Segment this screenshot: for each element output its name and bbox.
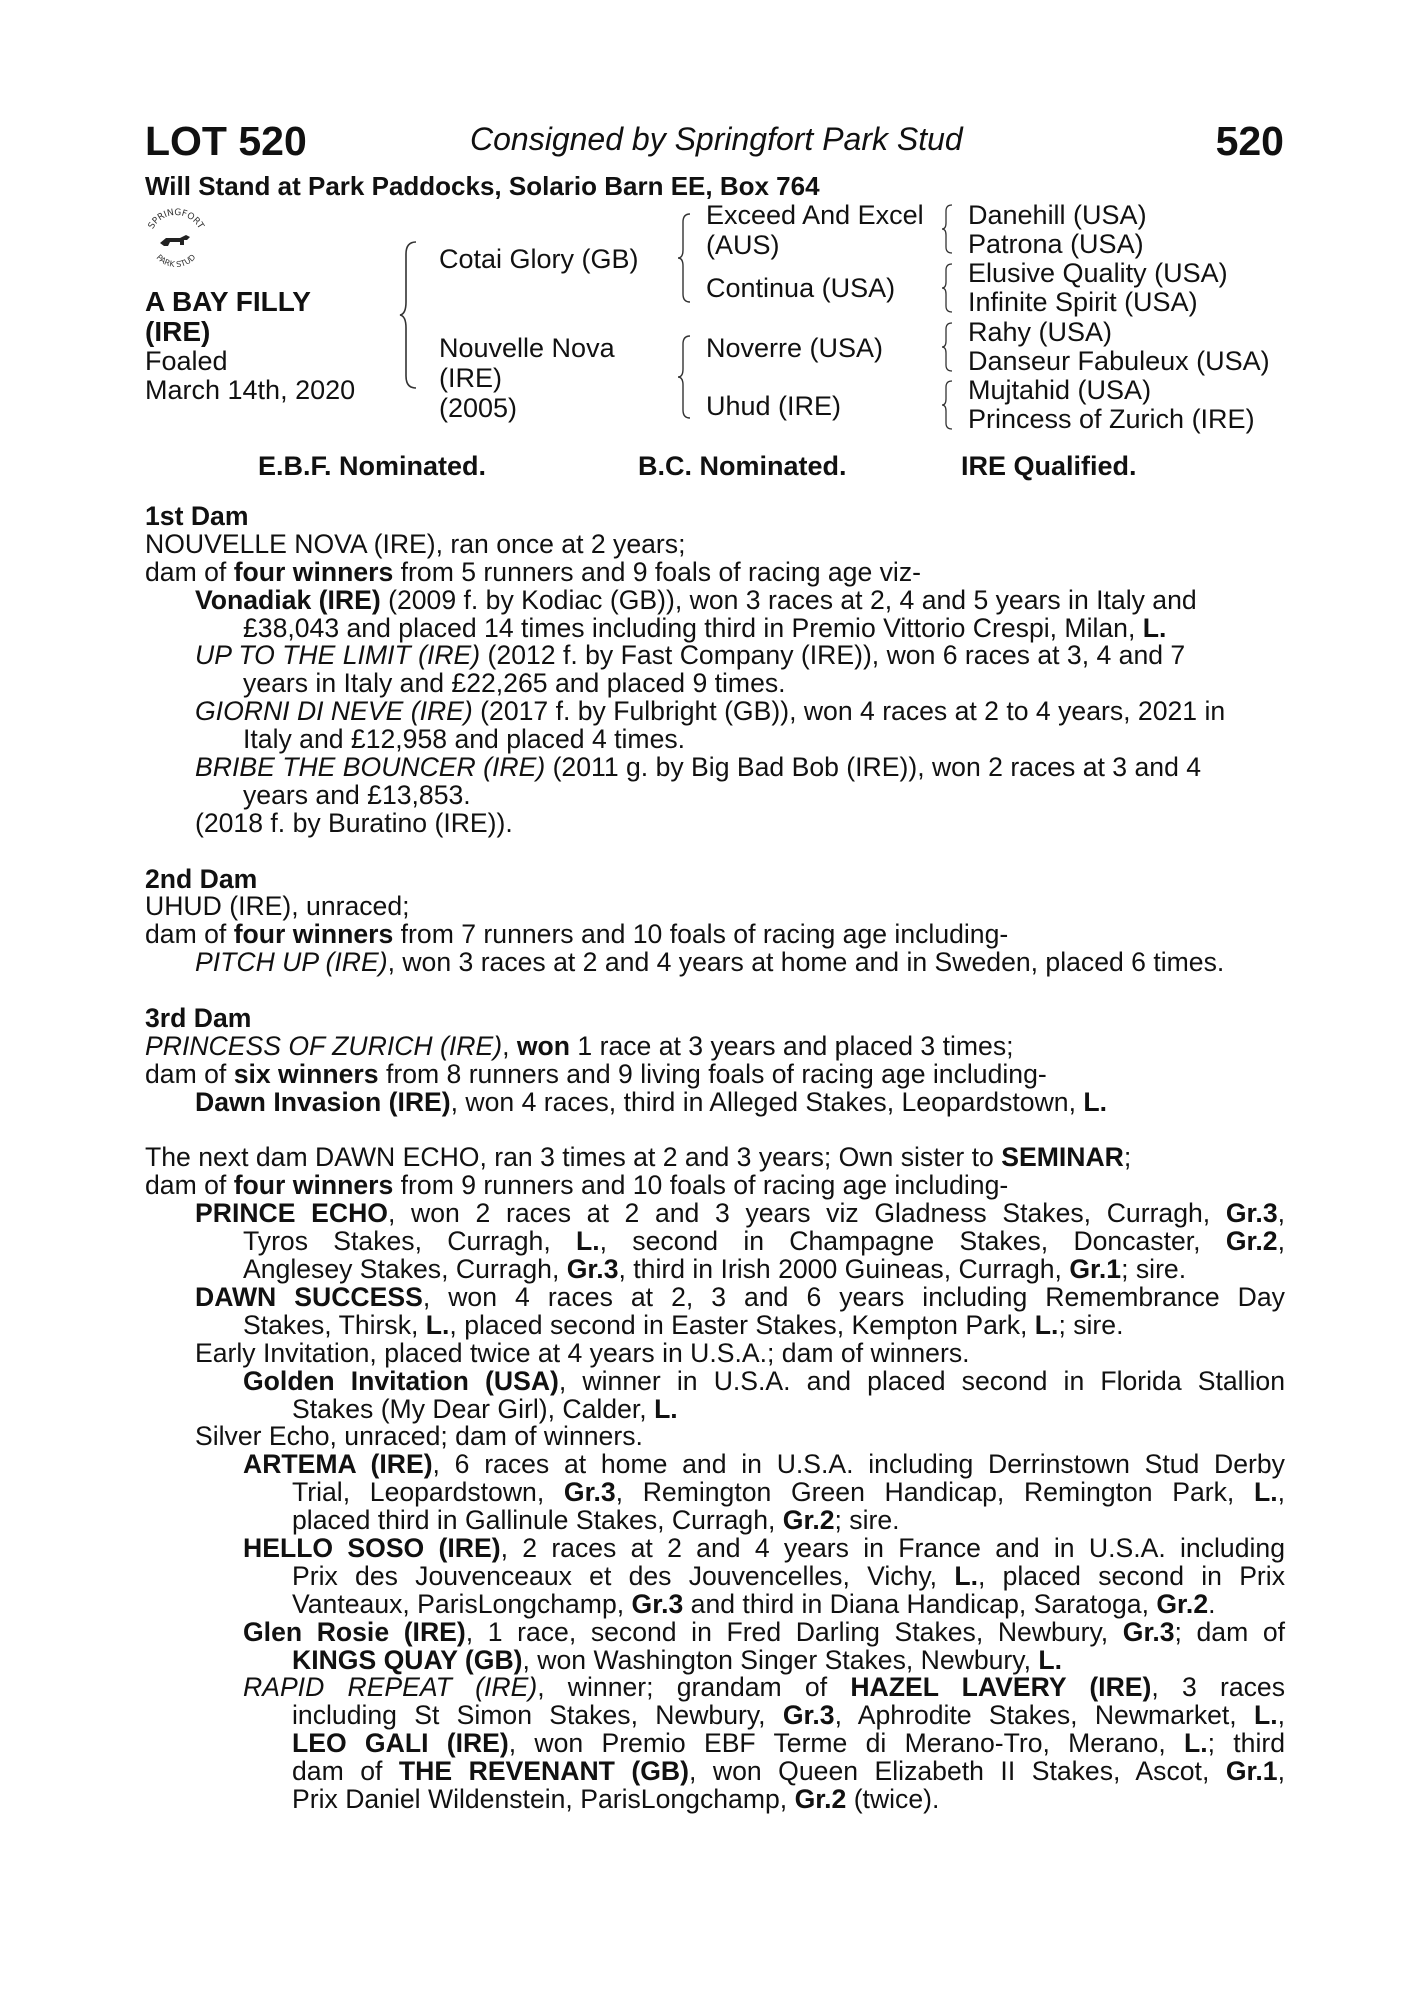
progeny-entry-cont: Vanteaux, ParisLongchamp, Gr.3 and third in Diana Handicap, Saratoga, Gr.2. xyxy=(292,1588,1216,1619)
pedigree-dam-sire: Noverre (USA) xyxy=(706,333,884,363)
progeny-entry-cont: LEO GALI (IRE), won Premio EBF Terme di Merano-Tro, Merano, L.; third xyxy=(292,1728,1286,1759)
lot-number: 520 xyxy=(1215,118,1284,164)
progeny-entry-cont: Stakes, Thirsk, L., placed second in Easter Stakes, Kempton Park, L.; sire. xyxy=(243,1309,1124,1340)
consignor: Consigned by Springfort Park Stud xyxy=(470,121,963,157)
progeny-entry-cont: Prix des Jouvenceaux et des Jouvencelles, Vichy, L., placed second in Prix xyxy=(292,1560,1285,1591)
progeny-entry-cont: Stakes (My Dear Girl), Calder, L. xyxy=(292,1393,678,1424)
pedigree-brace-icon xyxy=(676,212,692,304)
dam2-heading: 2nd Dam xyxy=(145,863,258,894)
consignor-logo-icon xyxy=(140,205,212,277)
foaled-label: Foaled xyxy=(145,346,228,376)
progeny-entry: Glen Rosie (IRE), 1 race, second in Fred Darling Stakes, Newbury, Gr.3; dam of xyxy=(243,1616,1285,1647)
progeny-entry: Silver Echo, unraced; dam of winners. xyxy=(195,1421,643,1452)
pedigree-sss: Danehill (USA) xyxy=(968,200,1147,230)
pedigree-dam: Nouvelle Nova (IRE) (2005) xyxy=(439,333,615,423)
foaled-block xyxy=(145,347,385,405)
dam1-produce-summary: dam of four winners from 5 runners and 9 foals of racing age viz- xyxy=(145,556,921,587)
progeny-entry-cont: years in Italy and £22,265 and placed 9 times. xyxy=(243,668,786,699)
progeny-entry-cont: Trial, Leopardstown, Gr.3, Remington Green Handicap, Remington Park, L., xyxy=(292,1477,1286,1508)
progeny-entry: PRINCE ECHO, won 2 races at 2 and 3 years viz Gladness Stakes, Curragh, Gr.3, xyxy=(195,1198,1285,1229)
progeny-entry: Golden Invitation (USA), winner in U.S.A. and placed second in Florida Stallion xyxy=(243,1365,1285,1396)
progeny-entry: GIORNI DI NEVE (IRE) (2017 f. by Fulbright (GB)), won 4 races at 2 to 4 years, 2021 in xyxy=(195,696,1226,727)
progeny-entry: DAWN SUCCESS, won 4 races at 2, 3 and 6 years including Remembrance Day xyxy=(195,1281,1285,1312)
pedigree-brace-icon xyxy=(940,203,954,255)
progeny-entry-cont: Anglesey Stakes, Curragh, Gr.3, third in Irish 2000 Guineas, Curragh, Gr.1; sire. xyxy=(243,1254,1187,1285)
dam3-heading: 3rd Dam xyxy=(145,1003,252,1034)
progeny-entry: UP TO THE LIMIT (IRE) (2012 f. by Fast Company (IRE)), won 6 races at 3, 4 and 7 xyxy=(195,640,1186,671)
pedigree-brace-icon xyxy=(398,240,418,390)
progeny-entry: (2018 f. by Buratino (IRE)). xyxy=(195,807,513,838)
pedigree-brace-icon xyxy=(940,379,954,431)
progeny-entry: Dawn Invasion (IRE), won 4 races, third in Alleged Stakes, Leopardstown, L. xyxy=(195,1086,1107,1117)
pedigree-dss: Rahy (USA) xyxy=(968,317,1113,347)
progeny-entry: HELLO SOSO (IRE), 2 races at 2 and 4 years in France and in U.S.A. including xyxy=(243,1532,1285,1563)
progeny-entry: RAPID REPEAT (IRE), winner; grandam of HAZEL LAVERY (IRE), 3 races xyxy=(243,1672,1286,1703)
dam1-intro: NOUVELLE NOVA (IRE), ran once at 2 years; xyxy=(145,528,686,559)
lot-label: LOT 520 xyxy=(145,118,307,164)
pedigree-ddd: Princess of Zurich (IRE) xyxy=(968,404,1255,434)
pedigree-sire-sire: Exceed And Excel (AUS) xyxy=(706,200,924,260)
foaled-date: March 14th, 2020 xyxy=(145,375,356,405)
pedigree-sire: Cotai Glory (GB) xyxy=(439,244,639,274)
pedigree-sire-dam: Continua (USA) xyxy=(706,273,896,303)
progeny-entry-cont: years and £13,853. xyxy=(243,779,471,810)
bc-nomination: B.C. Nominated. xyxy=(638,451,847,481)
catalogue-body xyxy=(145,503,1285,1814)
svg-text:PARK STUD: PARK STUD xyxy=(154,252,198,270)
progeny-entry: Early Invitation, placed twice at 4 years in U.S.A.; dam of winners. xyxy=(195,1337,970,1368)
pedigree-brace-icon xyxy=(676,334,692,420)
progeny-entry: PITCH UP (IRE), won 3 races at 2 and 4 years at home and in Sweden, placed 6 times. xyxy=(195,947,1225,978)
progeny-entry-cont: £38,043 and placed 14 times including third in Premio Vittorio Crespi, Milan, L. xyxy=(243,612,1167,643)
pedigree-sdd: Infinite Spirit (USA) xyxy=(968,287,1198,317)
pedigree-brace-icon xyxy=(940,262,954,314)
stand-location: Will Stand at Park Paddocks, Solario Barn EE, Box 764 xyxy=(145,171,820,201)
progeny-entry: Vonadiak (IRE) (2009 f. by Kodiac (GB)), won 3 races at 2, 4 and 5 years in Italy and xyxy=(195,584,1197,615)
progeny-entry-cont: Italy and £12,958 and placed 4 times. xyxy=(243,724,686,755)
horse-description: A BAY FILLY (IRE) xyxy=(145,286,311,347)
ebf-nomination: E.B.F. Nominated. xyxy=(258,451,487,481)
pedigree-dds: Mujtahid (USA) xyxy=(968,375,1152,405)
next-dam-intro: The next dam DAWN ECHO, ran 3 times at 2 and 3 years; Own sister to SEMINAR; xyxy=(145,1142,1132,1173)
dam3-intro: PRINCESS OF ZURICH (IRE), won 1 race at 3 years and placed 3 times; xyxy=(145,1030,1014,1061)
progeny-entry-cont: dam of THE REVENANT (GB), won Queen Elizabeth II Stakes, Ascot, Gr.1, xyxy=(292,1756,1285,1787)
progeny-entry-cont: Tyros Stakes, Curragh, L., second in Champagne Stakes, Doncaster, Gr.2, xyxy=(243,1226,1285,1257)
pedigree-ssd: Patrona (USA) xyxy=(968,229,1144,259)
next-dam-produce-summary: dam of four winners from 9 runners and 10 foals of racing age including- xyxy=(145,1170,1009,1201)
progeny-entry: BRIBE THE BOUNCER (IRE) (2011 g. by Big Bad Bob (IRE)), won 2 races at 3 and 4 xyxy=(195,752,1202,783)
pedigree-dam-dam: Uhud (IRE) xyxy=(706,391,842,421)
dam2-produce-summary: dam of four winners from 7 runners and 10 foals of racing age including- xyxy=(145,919,1009,950)
progeny-entry-cont: placed third in Gallinule Stakes, Curragh, Gr.2; sire. xyxy=(292,1505,900,1536)
pedigree-dsd: Danseur Fabuleux (USA) xyxy=(968,346,1270,376)
dam3-produce-summary: dam of six winners from 8 runners and 9 living foals of racing age including- xyxy=(145,1058,1047,1089)
progeny-entry-cont: Prix Daniel Wildenstein, ParisLongchamp, Gr.2 (twice). xyxy=(292,1783,940,1814)
dam1-heading: 1st Dam xyxy=(145,501,249,531)
svg-text:SPRINGFORT: SPRINGFORT xyxy=(146,207,206,231)
pedigree-sds: Elusive Quality (USA) xyxy=(968,258,1228,288)
ire-qualification: IRE Qualified. xyxy=(961,451,1137,481)
pedigree-brace-icon xyxy=(940,321,954,373)
progeny-entry-cont: including St Simon Stakes, Newbury, Gr.3, Aphrodite Stakes, Newmarket, L., xyxy=(292,1700,1285,1731)
progeny-entry-cont: KINGS QUAY (GB), won Washington Singer Stakes, Newbury, L. xyxy=(292,1644,1063,1675)
dam2-intro: UHUD (IRE), unraced; xyxy=(145,891,410,922)
progeny-entry: ARTEMA (IRE), 6 races at home and in U.S.A. including Derrinstown Stud Derby xyxy=(243,1449,1285,1480)
